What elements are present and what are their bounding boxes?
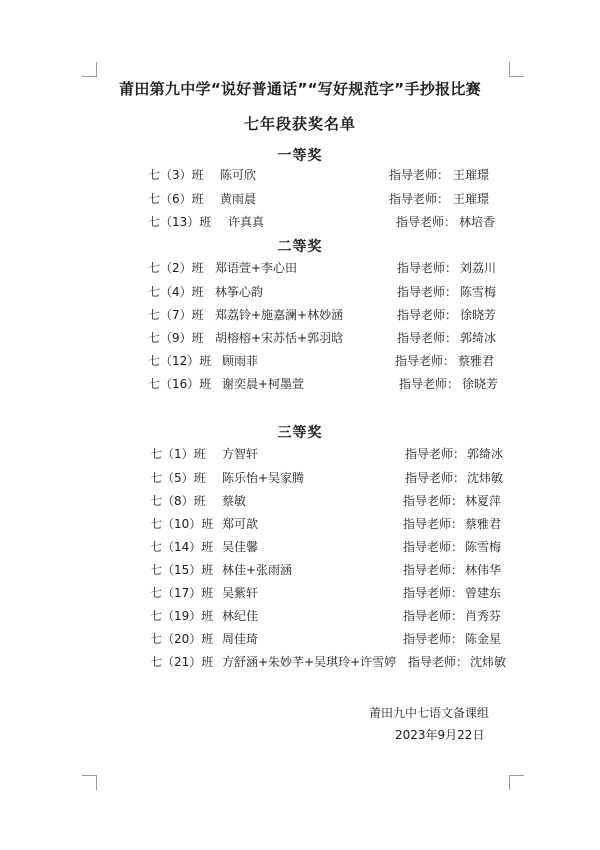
teacher-name: 徐晓芳 (462, 377, 499, 391)
crop-mark-bottom-left (82, 775, 97, 790)
award-row (0, 560, 600, 580)
class-label: 七（16）班 (148, 377, 212, 391)
teacher-label: 指导老师： (397, 308, 458, 322)
award-row (0, 491, 600, 511)
document-title: 莆田第九中学“说好普通话”“写好规范字”手抄报比赛 (119, 80, 481, 98)
student-names: 胡榕榕+宋苏恬+郭羽晗 (215, 331, 344, 345)
student-names: 顾雨菲 (222, 354, 259, 368)
class-label: 七（7）班 (148, 308, 204, 322)
teacher-name: 林伟华 (465, 563, 502, 577)
teacher-name: 刘荔川 (460, 261, 497, 275)
class-label: 七（1）班 (150, 447, 206, 461)
student-names: 黄雨晨 (220, 192, 257, 206)
award-row (0, 444, 600, 464)
award-row (0, 212, 600, 232)
student-names: 许真真 (228, 215, 265, 229)
teacher-name: 陈金星 (465, 632, 502, 646)
teacher-name: 郭绮冰 (467, 447, 504, 461)
crop-mark-top-left (82, 62, 97, 77)
student-names: 林筝心韵 (215, 285, 264, 299)
document-subtitle: 七年段获奖名单 (243, 115, 356, 133)
student-names: 吴紫轩 (222, 586, 259, 600)
student-names: 陈乐怡+吴家腾 (222, 471, 305, 485)
student-names: 方智轩 (222, 447, 259, 461)
award-row (0, 282, 600, 302)
class-label: 七（6）班 (148, 192, 204, 206)
student-names: 林佳+张雨涵 (222, 563, 293, 577)
award-row (0, 165, 600, 185)
class-label: 七（19）班 (150, 609, 214, 623)
student-names: 谢奕晨+柯墨萱 (222, 377, 305, 391)
section-heading-third-prize: 三等奖 (277, 425, 323, 441)
teacher-label: 指导老师： (403, 586, 464, 600)
class-label: 七（17）班 (150, 586, 214, 600)
teacher-label: 指导老师： (403, 540, 464, 554)
class-label: 七（20）班 (150, 632, 214, 646)
class-label: 七（12）班 (148, 354, 212, 368)
class-label: 七（2）班 (148, 261, 204, 275)
teacher-label: 指导老师： (397, 331, 458, 345)
class-label: 七（5）班 (150, 471, 206, 485)
section-heading-first-prize: 一等奖 (277, 148, 323, 164)
award-row (0, 537, 600, 557)
award-row (0, 514, 600, 534)
teacher-label: 指导老师： (399, 377, 460, 391)
student-names: 郑荔铃+施嘉澜+林妙涵 (215, 308, 344, 322)
teacher-label: 指导老师： (405, 447, 466, 461)
footer-organization: 莆田九中七语文备课组 (369, 706, 490, 720)
class-label: 七（4）班 (148, 285, 204, 299)
teacher-label: 指导老师： (403, 632, 464, 646)
student-names: 吴佳馨 (222, 540, 259, 554)
teacher-name: 陈雪梅 (460, 285, 497, 299)
award-row (0, 305, 600, 325)
teacher-label: 指导老师： (403, 517, 464, 531)
award-row (0, 606, 600, 626)
teacher-name: 沈炜敏 (467, 471, 504, 485)
student-names: 方舒涵+朱妙芊+吴琪玲+许雪婷 (222, 655, 397, 669)
teacher-label: 指导老师： (397, 285, 458, 299)
student-names: 林纪佳 (222, 609, 259, 623)
class-label: 七（21）班 (150, 655, 214, 669)
teacher-label: 指导老师： (389, 192, 450, 206)
teacher-name: 林夏萍 (465, 494, 502, 508)
teacher-name: 王璀璟 (453, 192, 490, 206)
teacher-name: 郭绮冰 (460, 331, 497, 345)
footer-date: 2023年9月22日 (395, 728, 485, 742)
teacher-name: 王璀璟 (453, 168, 490, 182)
class-label: 七（13）班 (148, 215, 212, 229)
crop-mark-top-right (509, 62, 524, 77)
teacher-label: 指导老师： (408, 655, 469, 669)
student-names: 蔡敏 (222, 494, 247, 508)
class-label: 七（8）班 (150, 494, 206, 508)
class-label: 七（15）班 (150, 563, 214, 577)
teacher-label: 指导老师： (397, 261, 458, 275)
award-row (0, 189, 600, 209)
teacher-label: 指导老师： (403, 494, 464, 508)
class-label: 七（10）班 (150, 517, 214, 531)
crop-mark-bottom-right (509, 775, 524, 790)
award-row (0, 468, 600, 488)
teacher-label: 指导老师： (403, 563, 464, 577)
teacher-name: 徐晓芳 (460, 308, 497, 322)
class-label: 七（14）班 (150, 540, 214, 554)
student-names: 郑可歆 (222, 517, 259, 531)
award-row (0, 328, 600, 348)
award-row (0, 351, 600, 371)
teacher-name: 陈雪梅 (465, 540, 502, 554)
teacher-name: 蔡雅君 (458, 354, 495, 368)
class-label: 七（9）班 (148, 331, 204, 345)
student-names: 周佳琦 (222, 632, 259, 646)
teacher-label: 指导老师： (405, 471, 466, 485)
teacher-name: 林培香 (459, 215, 496, 229)
award-row (0, 258, 600, 278)
teacher-label: 指导老师： (396, 215, 457, 229)
teacher-label: 指导老师： (389, 168, 450, 182)
teacher-name: 曾建东 (465, 586, 502, 600)
award-row (0, 629, 600, 649)
teacher-label: 指导老师： (403, 609, 464, 623)
student-names: 陈可欣 (220, 168, 257, 182)
teacher-name: 肖秀芬 (465, 609, 502, 623)
student-names: 郑语萱+李心田 (215, 261, 298, 275)
teacher-name: 蔡雅君 (465, 517, 502, 531)
teacher-label: 指导老师： (395, 354, 456, 368)
section-heading-second-prize: 二等奖 (277, 239, 323, 255)
award-row (0, 583, 600, 603)
award-row (0, 652, 600, 672)
teacher-name: 沈炜敏 (470, 655, 507, 669)
class-label: 七（3）班 (148, 168, 204, 182)
award-row (0, 374, 600, 394)
